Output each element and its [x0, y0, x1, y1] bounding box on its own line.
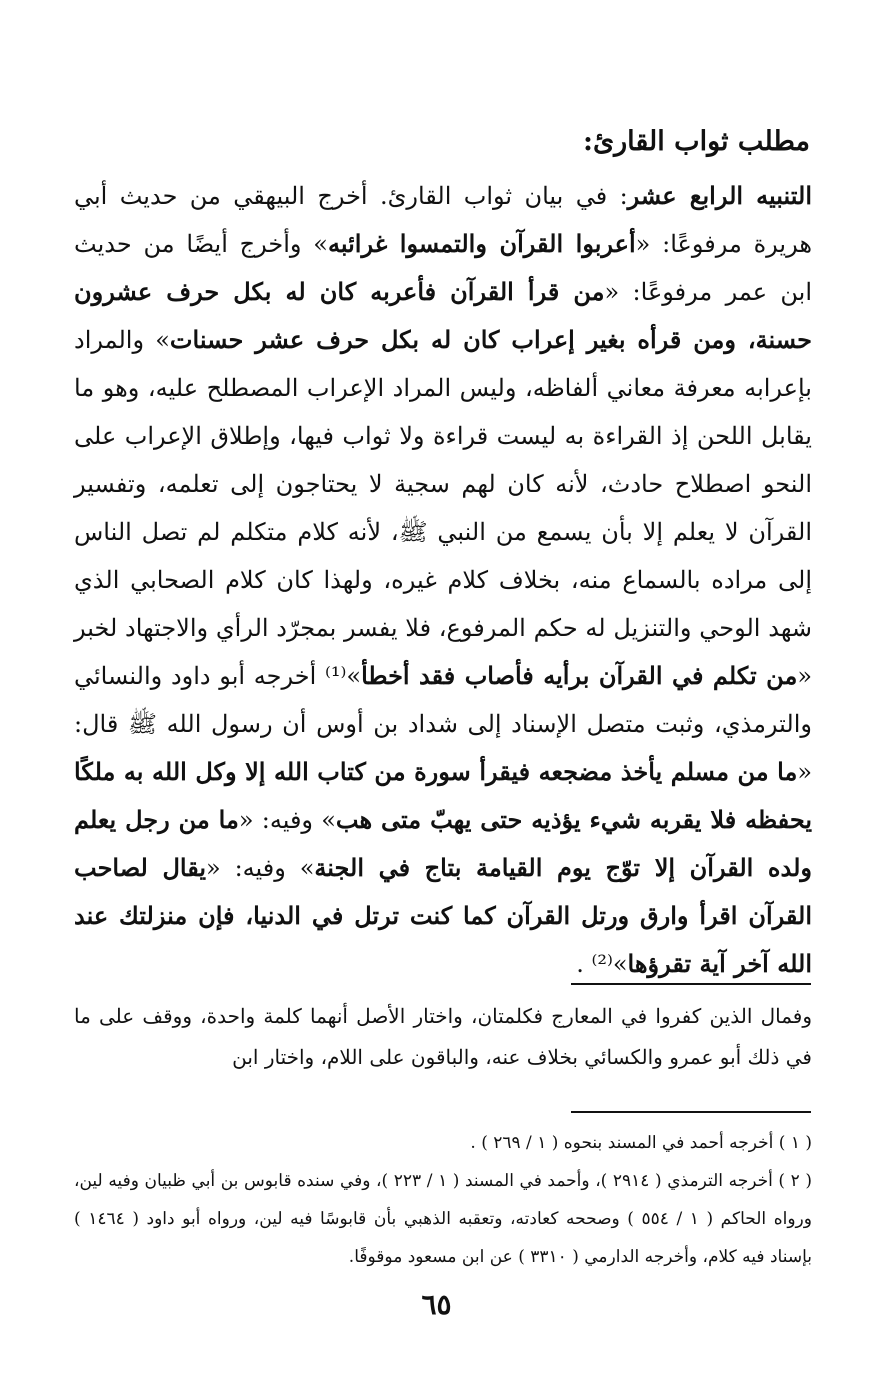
- footnotes: [74, 1124, 812, 1276]
- text-run: » والمراد بإعرابه معرفة معاني ألفاظه، وليس المراد الإعراب المصطلح عليه، وهو ما يقابل اللحن إذ القراءة به ليست قراءة ولا ثواب فيها، وإطلاق الإعراب على النحو اصطلاح حادث، لأنه كان لهم سجية لا يحتاجون إلى تعلمه، وتفسير القرآن لا يعلم إلا بأن يسمع من النبي ﷺ، لأنه كلام متكلم لم تصل الناس إلى مراده بالسماع منه، بخلاف كلام غيره، ولهذا كان كلام الصحابي الذي شهد الوحي والتنزيل له حكم المرفوع، فلا يفسر بمجرّد الرأي والاجتهاد لخبر «: [74, 326, 812, 690]
- text-run: » وأخرج أيضًا من حديث ابن عمر مرفوعًا: «: [74, 230, 813, 306]
- hadith-quote: ما من مسلم يأخذ مضجعه فيقرأ سورة من كتاب الله إلا وكل الله به ملكًا يحفظه فلا يقربه شيء يؤذيه حتى يهبّ متى هب: [74, 757, 812, 834]
- hadith-quote: ما من رجل يعلم ولده القرآن إلا توّج يوم القيامة بتاج في الجنة: [74, 805, 813, 882]
- text-run: » وفيه: «: [206, 854, 315, 882]
- hadith-quote: من قرأ القرآن فأعربه كان له بكل حرف عشرون حسنة، ومن قرأه بغير إعراب كان له بكل حرف عشر حسنات: [74, 277, 813, 354]
- text-run: »⁽²⁾ .: [576, 950, 628, 978]
- footnote-2: ( ٢ ) أخرجه الترمذي ( ٢٩١٤ )، وأحمد في المسند ( ١ / ٢٢٣ )، وفي سنده قابوس بن أبي ظبيان وفيه لين، ورواه الحاكم ( ١ / ٥٥٤ ) وصححه كعادته، وتعقبه الذهبي بأن قابوسًا فيه لين، ورواه أبو داود ( ١٤٦٤ ) بإسناد فيه كلام، وأخرجه الدارمي ( ٣٣١٠ ) عن ابن مسعود موقوفًا.: [74, 1171, 812, 1267]
- hadith-quote: من تكلم في القرآن برأيه فأصاب فقد أخطأ: [361, 661, 798, 690]
- footnote-separator: [571, 1111, 811, 1113]
- section-heading: مطلب ثواب القارئ:: [583, 126, 810, 157]
- footnote-1: ( ١ ) أخرجه أحمد في المسند بنحوه ( ١ / ٢٦٩ ) .: [470, 1133, 812, 1153]
- bold-lead: التنبيه الرابع عشر: [627, 181, 812, 210]
- text-run: : في بيان ثواب القارئ. أخرج البيهقي من حديث أبي هريرة مرفوعًا: «: [74, 182, 812, 258]
- separator-rule: [571, 983, 811, 985]
- page-number: ٦٥: [421, 1288, 452, 1321]
- text-run: » وفيه: «: [238, 806, 336, 834]
- main-text-block: [74, 120, 812, 988]
- body-paragraph: [74, 172, 812, 988]
- hadith-quote: يقال لصاحب القرآن اقرأ وارق ورتل القرآن كما كنت ترتل في الدنيا، فإن منزلتك عند الله آخر آية تقرؤها: [74, 853, 812, 978]
- hadith-quote: أعربوا القرآن والتمسوا غرائبه: [328, 229, 636, 258]
- continued-note: وفمال الذين كفروا في المعارج فكلمتان، واختار الأصل أنهما كلمة واحدة، ووقف على ما في ذلك أبو عمرو والكسائي بخلاف عنه، والباقون على اللام، واختار ابن: [74, 1004, 812, 1069]
- text-run: »⁽¹⁾ أخرجه أبو داود والنسائي والترمذي، وثبت متصل الإسناد إلى شداد بن أوس أن رسول الله ﷺ قال: «: [74, 662, 812, 786]
